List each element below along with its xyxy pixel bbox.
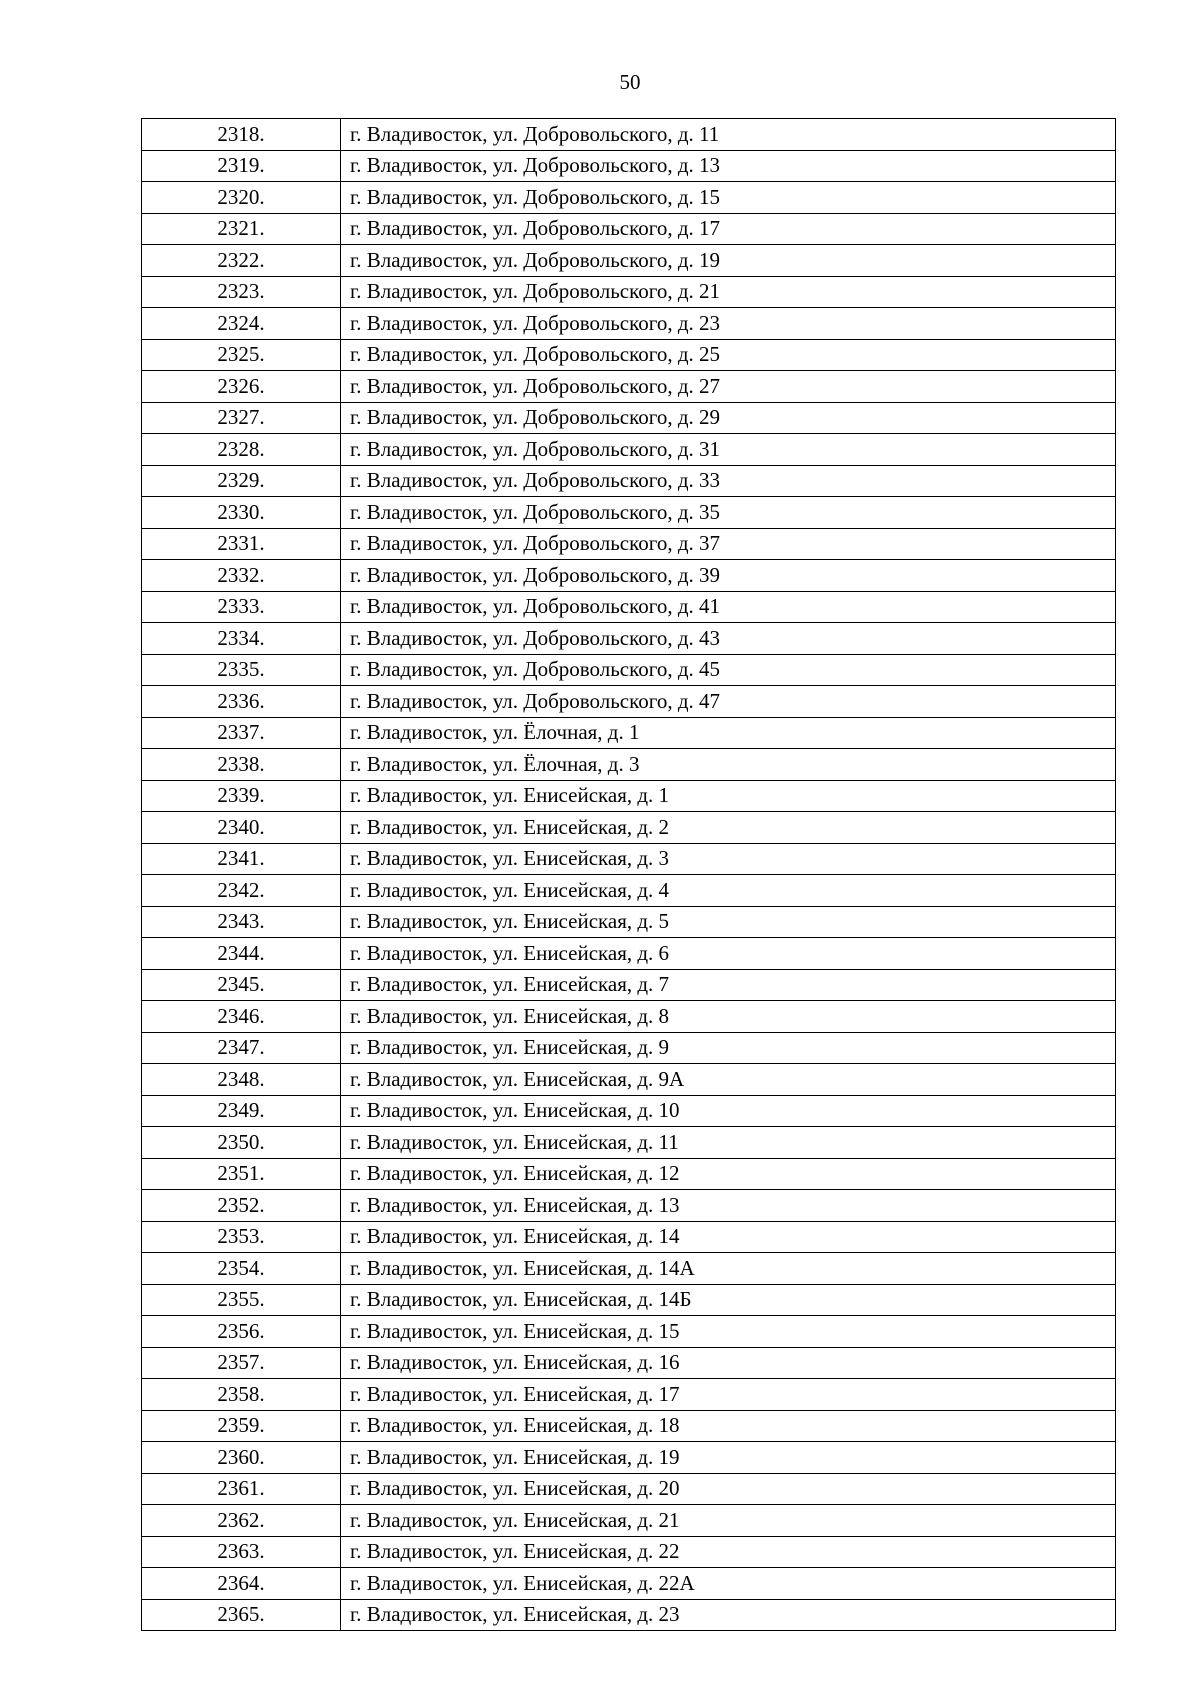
row-number-cell: 2321.	[142, 213, 341, 245]
row-number-cell: 2345.	[142, 969, 341, 1001]
row-number-cell: 2325.	[142, 339, 341, 371]
table-row	[142, 465, 1116, 497]
address-cell: г. Владивосток, ул. Добровольского, д. 35	[341, 497, 1116, 529]
row-number-cell: 2332.	[142, 560, 341, 592]
address-cell: г. Владивосток, ул. Добровольского, д. 43	[341, 623, 1116, 655]
row-number-cell: 2349.	[142, 1095, 341, 1127]
address-cell: г. Владивосток, ул. Енисейская, д. 8	[341, 1001, 1116, 1033]
table-row	[142, 812, 1116, 844]
table-row	[142, 1379, 1116, 1411]
table-row	[142, 150, 1116, 182]
address-cell: г. Владивосток, ул. Добровольского, д. 13	[341, 150, 1116, 182]
row-number-cell: 2334.	[142, 623, 341, 655]
address-cell: г. Владивосток, ул. Енисейская, д. 13	[341, 1190, 1116, 1222]
address-cell: г. Владивосток, ул. Добровольского, д. 21	[341, 276, 1116, 308]
table-row	[142, 434, 1116, 466]
row-number-cell: 2323.	[142, 276, 341, 308]
table-row	[142, 1316, 1116, 1348]
page-number: 50	[619, 70, 641, 94]
address-cell: г. Владивосток, ул. Енисейская, д. 14	[341, 1221, 1116, 1253]
row-number-cell: 2363.	[142, 1536, 341, 1568]
address-cell: г. Владивосток, ул. Енисейская, д. 21	[341, 1505, 1116, 1537]
address-cell: г. Владивосток, ул. Добровольского, д. 39	[341, 560, 1116, 592]
address-cell: г. Владивосток, ул. Енисейская, д. 22	[341, 1536, 1116, 1568]
table-row	[142, 213, 1116, 245]
table-row	[142, 1190, 1116, 1222]
row-number-cell: 2344.	[142, 938, 341, 970]
row-number-cell: 2331.	[142, 528, 341, 560]
row-number-cell: 2361.	[142, 1473, 341, 1505]
address-cell: г. Владивосток, ул. Добровольского, д. 47	[341, 686, 1116, 718]
address-cell: г. Владивосток, ул. Енисейская, д. 20	[341, 1473, 1116, 1505]
row-number-cell: 2365.	[142, 1599, 341, 1631]
row-number-cell: 2343.	[142, 906, 341, 938]
table-row	[142, 1221, 1116, 1253]
address-cell: г. Владивосток, ул. Енисейская, д. 1	[341, 780, 1116, 812]
row-number-cell: 2347.	[142, 1032, 341, 1064]
address-cell: г. Владивосток, ул. Енисейская, д. 22А	[341, 1568, 1116, 1600]
table-row	[142, 717, 1116, 749]
address-cell: г. Владивосток, ул. Добровольского, д. 27	[341, 371, 1116, 403]
address-cell: г. Владивосток, ул. Добровольского, д. 29	[341, 402, 1116, 434]
table-row	[142, 497, 1116, 529]
row-number-cell: 2330.	[142, 497, 341, 529]
address-cell: г. Владивосток, ул. Енисейская, д. 11	[341, 1127, 1116, 1159]
address-cell: г. Владивосток, ул. Добровольского, д. 17	[341, 213, 1116, 245]
row-number-cell: 2353.	[142, 1221, 341, 1253]
address-cell: г. Владивосток, ул. Енисейская, д. 9	[341, 1032, 1116, 1064]
address-cell: г. Владивосток, ул. Енисейская, д. 14Б	[341, 1284, 1116, 1316]
table-row	[142, 780, 1116, 812]
row-number-cell: 2319.	[142, 150, 341, 182]
table-row	[142, 1599, 1116, 1631]
address-cell: г. Владивосток, ул. Добровольского, д. 11	[341, 119, 1116, 151]
table-row	[142, 1505, 1116, 1537]
table-row	[142, 119, 1116, 151]
table-row	[142, 1253, 1116, 1285]
row-number-cell: 2337.	[142, 717, 341, 749]
table-row	[142, 1095, 1116, 1127]
address-cell: г. Владивосток, ул. Добровольского, д. 33	[341, 465, 1116, 497]
table-row	[142, 843, 1116, 875]
address-cell: г. Владивосток, ул. Енисейская, д. 9А	[341, 1064, 1116, 1096]
table-row	[142, 623, 1116, 655]
row-number-cell: 2329.	[142, 465, 341, 497]
address-cell: г. Владивосток, ул. Енисейская, д. 15	[341, 1316, 1116, 1348]
table-row	[142, 1064, 1116, 1096]
row-number-cell: 2333.	[142, 591, 341, 623]
row-number-cell: 2362.	[142, 1505, 341, 1537]
address-cell: г. Владивосток, ул. Добровольского, д. 41	[341, 591, 1116, 623]
row-number-cell: 2360.	[142, 1442, 341, 1474]
table-row	[142, 686, 1116, 718]
table-row	[142, 1127, 1116, 1159]
row-number-cell: 2336.	[142, 686, 341, 718]
address-cell: г. Владивосток, ул. Енисейская, д. 19	[341, 1442, 1116, 1474]
row-number-cell: 2351.	[142, 1158, 341, 1190]
address-cell: г. Владивосток, ул. Енисейская, д. 12	[341, 1158, 1116, 1190]
address-cell: г. Владивосток, ул. Ёлочная, д. 3	[341, 749, 1116, 781]
address-cell: г. Владивосток, ул. Добровольского, д. 37	[341, 528, 1116, 560]
row-number-cell: 2338.	[142, 749, 341, 781]
address-cell: г. Владивосток, ул. Енисейская, д. 18	[341, 1410, 1116, 1442]
row-number-cell: 2352.	[142, 1190, 341, 1222]
table-row	[142, 1536, 1116, 1568]
table-row	[142, 402, 1116, 434]
row-number-cell: 2318.	[142, 119, 341, 151]
table-row	[142, 1442, 1116, 1474]
row-number-cell: 2358.	[142, 1379, 341, 1411]
row-number-cell: 2339.	[142, 780, 341, 812]
row-number-cell: 2328.	[142, 434, 341, 466]
row-number-cell: 2322.	[142, 245, 341, 277]
table-row	[142, 1473, 1116, 1505]
table-row	[142, 906, 1116, 938]
address-table	[141, 118, 1116, 1631]
table-row	[142, 1001, 1116, 1033]
table-row	[142, 1568, 1116, 1600]
address-cell: г. Владивосток, ул. Енисейская, д. 5	[341, 906, 1116, 938]
row-number-cell: 2356.	[142, 1316, 341, 1348]
address-cell: г. Владивосток, ул. Ёлочная, д. 1	[341, 717, 1116, 749]
table-row	[142, 182, 1116, 214]
address-cell: г. Владивосток, ул. Енисейская, д. 14А	[341, 1253, 1116, 1285]
address-cell: г. Владивосток, ул. Енисейская, д. 7	[341, 969, 1116, 1001]
row-number-cell: 2340.	[142, 812, 341, 844]
table-row	[142, 1347, 1116, 1379]
row-number-cell: 2359.	[142, 1410, 341, 1442]
address-cell: г. Владивосток, ул. Добровольского, д. 31	[341, 434, 1116, 466]
row-number-cell: 2326.	[142, 371, 341, 403]
table-row	[142, 339, 1116, 371]
table-row	[142, 654, 1116, 686]
table-row	[142, 276, 1116, 308]
address-cell: г. Владивосток, ул. Енисейская, д. 2	[341, 812, 1116, 844]
row-number-cell: 2327.	[142, 402, 341, 434]
table-row	[142, 875, 1116, 907]
address-cell: г. Владивосток, ул. Енисейская, д. 23	[341, 1599, 1116, 1631]
address-cell: г. Владивосток, ул. Енисейская, д. 4	[341, 875, 1116, 907]
row-number-cell: 2324.	[142, 308, 341, 340]
row-number-cell: 2354.	[142, 1253, 341, 1285]
row-number-cell: 2348.	[142, 1064, 341, 1096]
table-row	[142, 308, 1116, 340]
row-number-cell: 2350.	[142, 1127, 341, 1159]
row-number-cell: 2355.	[142, 1284, 341, 1316]
address-table-body	[142, 119, 1116, 1631]
table-row	[142, 938, 1116, 970]
address-cell: г. Владивосток, ул. Добровольского, д. 15	[341, 182, 1116, 214]
address-cell: г. Владивосток, ул. Енисейская, д. 6	[341, 938, 1116, 970]
table-row	[142, 560, 1116, 592]
address-cell: г. Владивосток, ул. Енисейская, д. 3	[341, 843, 1116, 875]
address-cell: г. Владивосток, ул. Добровольского, д. 19	[341, 245, 1116, 277]
table-row	[142, 969, 1116, 1001]
table-row	[142, 1284, 1116, 1316]
address-cell: г. Владивосток, ул. Добровольского, д. 45	[341, 654, 1116, 686]
row-number-cell: 2346.	[142, 1001, 341, 1033]
table-row	[142, 528, 1116, 560]
table-row	[142, 1032, 1116, 1064]
table-row	[142, 1158, 1116, 1190]
row-number-cell: 2364.	[142, 1568, 341, 1600]
address-cell: г. Владивосток, ул. Добровольского, д. 25	[341, 339, 1116, 371]
row-number-cell: 2320.	[142, 182, 341, 214]
address-cell: г. Владивосток, ул. Енисейская, д. 17	[341, 1379, 1116, 1411]
row-number-cell: 2342.	[142, 875, 341, 907]
row-number-cell: 2357.	[142, 1347, 341, 1379]
table-row	[142, 591, 1116, 623]
table-row	[142, 1410, 1116, 1442]
address-cell: г. Владивосток, ул. Енисейская, д. 10	[341, 1095, 1116, 1127]
row-number-cell: 2335.	[142, 654, 341, 686]
table-row	[142, 371, 1116, 403]
table-row	[142, 245, 1116, 277]
table-row	[142, 749, 1116, 781]
address-cell: г. Владивосток, ул. Енисейская, д. 16	[341, 1347, 1116, 1379]
address-cell: г. Владивосток, ул. Добровольского, д. 23	[341, 308, 1116, 340]
row-number-cell: 2341.	[142, 843, 341, 875]
